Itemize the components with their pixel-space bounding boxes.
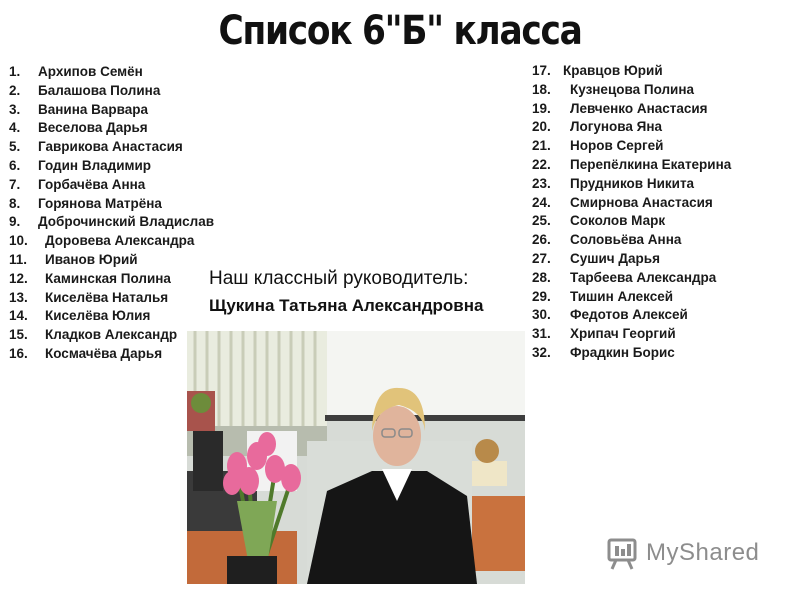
page-title: Список 6"Б" класса: [218, 8, 582, 54]
student-item: [9, 63, 214, 82]
student-name: Сушич Дарья: [570, 250, 660, 266]
student-number: 2.: [9, 82, 21, 98]
student-name: Соловьёва Анна: [570, 232, 682, 248]
student-item: [532, 118, 731, 137]
student-item: [9, 270, 214, 289]
student-name: Доброчинский Владислав: [38, 214, 215, 230]
student-name: Хрипач Георгий: [570, 326, 676, 342]
student-item: [9, 176, 214, 195]
myshared-logo-text: MyShared: [646, 539, 760, 566]
student-name: Киселёва Наталья: [45, 289, 169, 305]
student-list-right: [532, 62, 731, 363]
student-item: [9, 195, 214, 214]
student-item: [532, 194, 731, 213]
student-number: 31.: [532, 326, 551, 342]
student-number: 13.: [9, 289, 28, 305]
student-item: [9, 119, 214, 138]
student-item: [9, 326, 214, 345]
student-item: [9, 345, 214, 364]
student-number: 6.: [9, 157, 21, 173]
student-number: 22.: [532, 156, 551, 172]
myshared-watermark: [606, 536, 766, 572]
student-item: [532, 62, 731, 81]
student-item: [9, 307, 214, 326]
student-number: 25.: [532, 213, 551, 229]
student-item: [532, 81, 731, 100]
student-number: 12.: [9, 270, 28, 286]
student-item: [9, 101, 214, 120]
myshared-logo-icon: [606, 537, 640, 571]
teacher-photo: [187, 331, 525, 584]
student-name: Кладков Александр: [45, 327, 178, 343]
student-number: 9.: [9, 214, 21, 230]
student-name: Кузнецова Полина: [570, 81, 695, 97]
student-name: Иванов Юрий: [45, 251, 138, 267]
student-name: Норов Сергей: [570, 138, 664, 154]
student-item: [9, 251, 214, 270]
student-number: 26.: [532, 232, 551, 248]
student-number: 27.: [532, 250, 551, 266]
student-item: [532, 231, 731, 250]
student-item: [9, 82, 214, 101]
student-list-left: [9, 63, 214, 364]
student-name: Архипов Семён: [38, 64, 143, 79]
student-name: Фрадкин Борис: [570, 344, 675, 360]
student-number: 16.: [9, 345, 28, 361]
student-name: Балашова Полина: [38, 82, 161, 98]
student-number: 17.: [532, 63, 551, 78]
student-item: [532, 344, 731, 363]
student-name: Соколов Марк: [570, 213, 666, 229]
student-name: Горянова Матрёна: [38, 195, 162, 211]
student-number: 23.: [532, 175, 551, 191]
student-number: 15.: [9, 327, 28, 343]
student-item: [9, 157, 214, 176]
teacher-label: Наш классный руководитель:: [209, 268, 469, 289]
student-name: Каминская Полина: [45, 270, 171, 286]
student-number: 19.: [532, 100, 551, 116]
student-number: 24.: [532, 194, 551, 210]
student-item: [532, 156, 731, 175]
student-item: [532, 175, 731, 194]
student-item: [532, 137, 731, 156]
student-name: Тарбеева Александра: [570, 269, 717, 285]
student-item: [9, 232, 214, 251]
student-number: 29.: [532, 288, 551, 304]
student-name: Кравцов Юрий: [563, 63, 663, 78]
student-name: Левченко Анастасия: [570, 100, 708, 116]
student-number: 30.: [532, 307, 551, 323]
student-name: Тишин Алексей: [570, 288, 674, 304]
student-item: [532, 100, 731, 119]
student-item: [9, 289, 214, 308]
student-name: Перепёлкина Екатерина: [570, 156, 732, 172]
student-number: 20.: [532, 119, 551, 135]
student-number: 21.: [532, 138, 551, 154]
student-name: Киселёва Юлия: [45, 308, 151, 324]
student-number: 7.: [9, 176, 21, 192]
student-name: Гаврикова Анастасия: [38, 139, 183, 155]
student-name: Веселова Дарья: [38, 120, 148, 136]
student-item: [532, 212, 731, 231]
student-item: [532, 269, 731, 288]
student-name: Горбачёва Анна: [38, 176, 146, 192]
student-number: 11.: [9, 251, 28, 267]
student-name: Федотов Алексей: [570, 307, 688, 323]
student-item: [532, 288, 731, 307]
student-number: 14.: [9, 308, 28, 324]
student-name: Прудников Никита: [570, 175, 695, 191]
student-number: 1.: [9, 64, 21, 79]
student-item: [532, 306, 731, 325]
student-name: Годин Владимир: [38, 157, 152, 173]
student-name: Смирнова Анастасия: [570, 194, 713, 210]
student-number: 10.: [9, 233, 28, 249]
student-number: 8.: [9, 195, 21, 211]
student-number: 28.: [532, 269, 551, 285]
student-name: Логунова Яна: [570, 119, 662, 135]
student-item: [9, 138, 214, 157]
student-name: Ванина Варвара: [38, 101, 149, 117]
student-number: 5.: [9, 139, 21, 155]
student-item: [9, 213, 214, 232]
student-name: Доровева Александра: [45, 233, 195, 249]
student-item: [532, 325, 731, 344]
student-number: 18.: [532, 81, 551, 97]
student-item: [532, 250, 731, 269]
student-number: 3.: [9, 101, 21, 117]
student-number: 32.: [532, 344, 551, 360]
student-number: 4.: [9, 120, 21, 136]
teacher-name: Щукина Татьяна Александровна: [209, 296, 484, 315]
student-name: Космачёва Дарья: [45, 345, 163, 361]
